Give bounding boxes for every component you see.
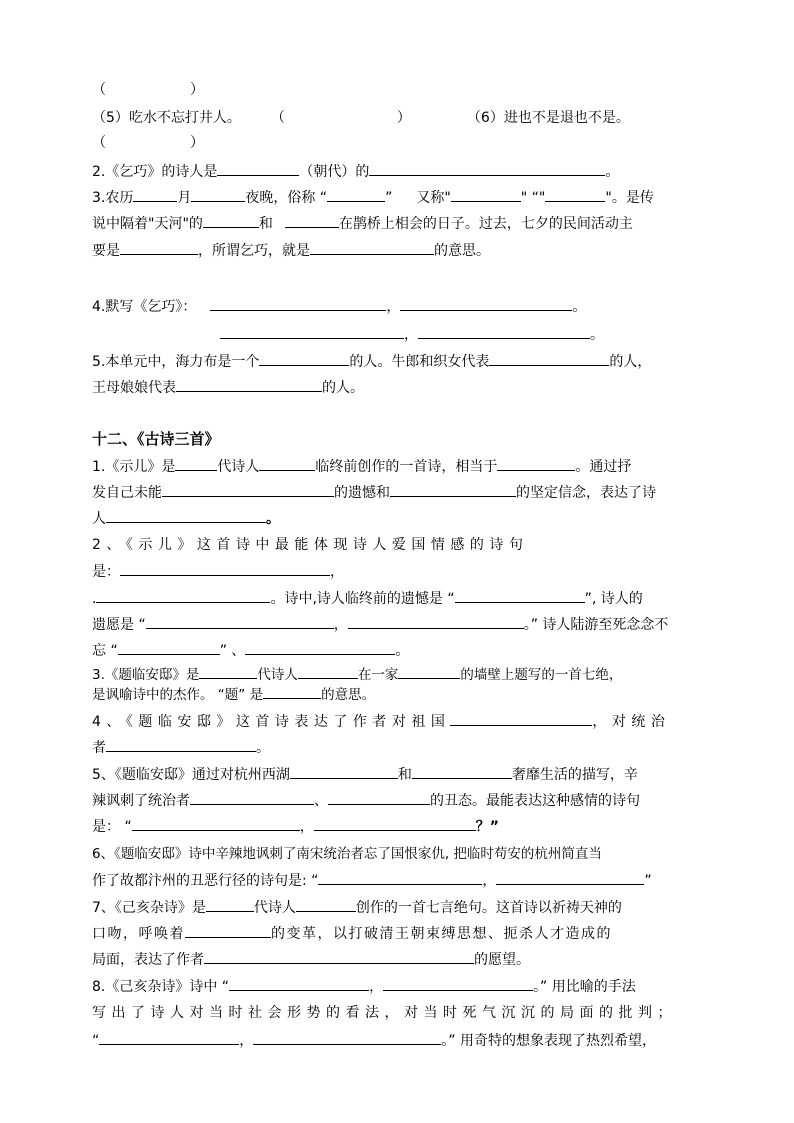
blank[interactable] [383,976,533,991]
text: ， [386,299,401,315]
text: 在鹊桥上相会的日子。过去，七夕的民间活动主 [338,216,633,232]
text: 的意思。 [434,243,490,259]
section-heading [92,429,220,449]
text: 在一家 [357,667,399,683]
text: 王母娘娘代表 [92,380,176,396]
text: 和 [397,767,412,783]
text: 的丑态。最能表达这种感情的诗句 [430,793,640,809]
blank[interactable] [489,351,609,366]
blank[interactable] [106,737,256,752]
question-5 [92,351,651,372]
blank[interactable] [285,213,339,228]
text: 。 [572,299,587,315]
blank[interactable] [290,764,398,779]
s12-question-5 [92,764,638,785]
text: ，所谓乞巧，就是 [198,243,310,259]
text: ， [404,327,418,343]
text: 。 [605,164,620,180]
blank[interactable] [450,711,592,726]
blank[interactable] [203,213,259,228]
s12-question-5-line-2 [92,790,640,811]
line-idiom-5-6 [92,108,630,128]
text: 3.《题临安邸》是 [92,667,200,683]
blank[interactable] [204,949,474,964]
text: ， [333,617,348,633]
text: 口吻，呼唤着 [92,926,185,942]
question-4-line-2 [220,324,604,345]
line-bracket-6 [92,133,204,153]
text: ） [396,110,411,126]
blank[interactable] [206,897,254,912]
text: 的愿望。 [474,952,530,968]
s12-question-1 [92,456,631,477]
text: 写出了诗人对当时社会形势的看法，对当时死气沉沉的局面的批判； [92,1005,677,1021]
blank[interactable] [220,324,404,339]
question-2 [92,161,619,182]
text: ” [385,190,393,206]
text: ） [190,82,204,98]
text: （ [92,82,106,98]
text: ， [330,564,344,580]
text: 人 [92,511,106,527]
blank[interactable] [328,790,430,805]
text: 。” 用比喻的手法 [533,979,636,995]
blank[interactable] [118,640,220,655]
text: 。” 用奇特的想象表现了热烈希望， [441,1033,656,1049]
blank[interactable] [99,1030,239,1045]
blank[interactable] [162,482,334,497]
text: 。 [266,511,280,527]
question-3 [92,187,654,208]
text: 的墙壁上题写的一首七绝， [460,667,623,683]
blank[interactable] [175,456,217,471]
text: 的人， [609,354,652,370]
blank[interactable] [400,296,572,311]
text: 7、《己亥杂诗》是 [92,900,206,916]
text: ”, 诗人的 [584,591,643,607]
s12-question-6 [92,844,602,864]
blank[interactable] [132,816,300,831]
blank[interactable] [253,1030,441,1045]
blank[interactable] [191,187,245,202]
text: 的意思。 [321,687,376,703]
text: 奢靡生活的描写，辛 [511,767,638,783]
s12-question-8-line-2 [92,1003,677,1023]
text: ） [190,135,204,151]
blank[interactable] [199,664,257,679]
blank[interactable] [133,187,177,202]
text: 6、《题临安邸》诗中辛辣地讽刺了南宋统治者忘了国恨家仇, 把临时苟安的杭州简直当 [92,846,602,862]
blank[interactable] [217,161,299,176]
text: ” 、 [219,643,246,659]
text: 要是 [92,243,120,259]
s12-question-1-line-2 [92,482,656,503]
blank[interactable] [310,240,434,255]
s12-question-2-line-2 [92,561,344,582]
text: 。 [395,643,410,659]
blank[interactable] [298,664,358,679]
text: （5）吃水不忘打井人。 [92,110,241,126]
text: 发自己未能 [92,485,162,501]
s12-question-2-line-3 [92,588,643,609]
text: ， [482,873,497,889]
text: ， [239,1033,254,1049]
blank[interactable] [263,684,321,699]
text: 。 [590,327,604,343]
question-3-line-3 [92,240,490,261]
blank[interactable] [185,923,271,938]
text: 创作的一首七言绝句。这首诗以祈祷天神的 [355,900,622,916]
s12-question-4-line-2 [92,737,270,758]
s12-question-7 [92,897,622,918]
s12-question-8 [92,976,636,997]
blank[interactable] [120,561,330,576]
text: 局面，表达了作者 [92,952,204,968]
text: ” [644,873,652,889]
text: 的人。 [322,380,364,396]
s12-question-4 [92,711,670,732]
text: 说中隔着"天河"的 [92,216,203,232]
s12-question-3 [92,664,622,685]
blank[interactable] [96,588,270,603]
text: ， [299,819,314,835]
s12-question-2 [92,535,528,555]
question-3-line-2 [92,213,633,234]
text: 的变革，以打破清王朝束缚思想、扼杀人才造成的 [271,926,612,942]
blank[interactable] [369,161,605,176]
blank[interactable] [314,816,476,831]
s12-question-8-line-3 [92,1030,656,1051]
text: " “" [520,190,546,206]
question-5-line-2 [92,377,364,398]
text: 8.《己亥杂诗》诗中 “ [92,979,230,995]
s12-question-6-line-2 [92,870,652,891]
text: （6）进也不是退也不是。 [466,110,630,126]
text: ？” [475,819,499,835]
text: 4.默写《乞巧》： [92,299,197,315]
text: “ [92,1033,100,1049]
text: 又称" [416,190,451,206]
text: 的人。牛郎和织女代表 [349,354,490,370]
blank[interactable] [296,897,356,912]
blank[interactable] [318,870,482,885]
blank[interactable] [418,324,590,339]
blank[interactable] [210,296,386,311]
text: 是： [92,564,120,580]
text: 临终前创作的一首诗，相当于 [315,459,498,475]
line-bracket-4 [92,80,204,100]
text: ， [369,979,384,995]
blank[interactable] [412,764,512,779]
blank[interactable] [398,664,460,679]
s12-question-2-line-4 [92,614,668,635]
question-4 [92,296,586,317]
section-title: 十二、《古诗三首》 [92,430,220,448]
blank[interactable] [190,790,314,805]
text: （ [270,110,285,126]
text: 2.《乞巧》的诗人是 [92,164,218,180]
s12-question-1-line-3 [92,508,280,529]
blank[interactable] [245,640,395,655]
blank[interactable] [120,240,198,255]
text: 忘 “ [92,643,118,659]
text: 夜晚，俗称 “ [245,190,328,206]
text: 的遗憾和 [334,485,390,501]
s12-question-2-line-5 [92,640,409,661]
text: 是讽喻诗中的杰作。 “题” 是 [92,687,264,703]
text: 、 [314,793,328,809]
text: 是： “ [92,819,132,835]
blank[interactable] [496,870,644,885]
text: "。是传 [605,190,654,206]
blank[interactable] [229,976,369,991]
blank[interactable] [327,187,385,202]
text: 3.农历 [92,190,134,206]
text: 和 [258,216,273,232]
text: 1.《示儿》是 [92,459,176,475]
text: 4、《题临安邸》这首诗表达了作者对祖国 [92,714,451,730]
text: 辣讽刺了统治者 [92,793,190,809]
text: ，对统治 [592,714,671,730]
text: 代诗人 [253,900,296,916]
text: 月 [177,190,192,206]
blank[interactable] [545,187,605,202]
text: （朝代）的 [299,164,370,180]
blank[interactable] [176,377,322,392]
text: 代诗人 [257,667,298,683]
text: 。 [256,740,270,756]
text: 遗愿是 “ [92,617,146,633]
text: 代诗人 [217,459,260,475]
blank[interactable] [146,614,334,629]
blank[interactable] [348,614,524,629]
text: 。通过抒 [575,459,632,475]
text: 作了故都汴州的丑恶行径的诗句是: “ [92,873,319,889]
blank[interactable] [106,508,266,523]
blank[interactable] [259,456,315,471]
text: 。” 诗人陆游至死念念不 [523,617,669,633]
blank[interactable] [497,456,575,471]
text: （ [92,135,106,151]
s12-question-7-line-2 [92,923,612,944]
text: 5.本单元中，海力布是一个 [92,354,260,370]
text: . [92,591,97,607]
text: 2、《示儿》这首诗中最能体现诗人爱国情感的诗句 [92,537,529,553]
blank[interactable] [390,482,516,497]
blank[interactable] [259,351,349,366]
s12-question-3-line-2 [92,684,375,705]
blank[interactable] [451,187,521,202]
text: 。诗中,诗人临终前的遗憾是 “ [270,591,455,607]
s12-question-5-line-3 [92,816,499,837]
s12-question-7-line-3 [92,949,530,970]
text: 5、《题临安邸》通过对杭州西湖 [92,767,290,783]
text: 者 [92,740,106,756]
text: 的坚定信念，表达了诗 [516,485,656,501]
blank[interactable] [455,588,585,603]
